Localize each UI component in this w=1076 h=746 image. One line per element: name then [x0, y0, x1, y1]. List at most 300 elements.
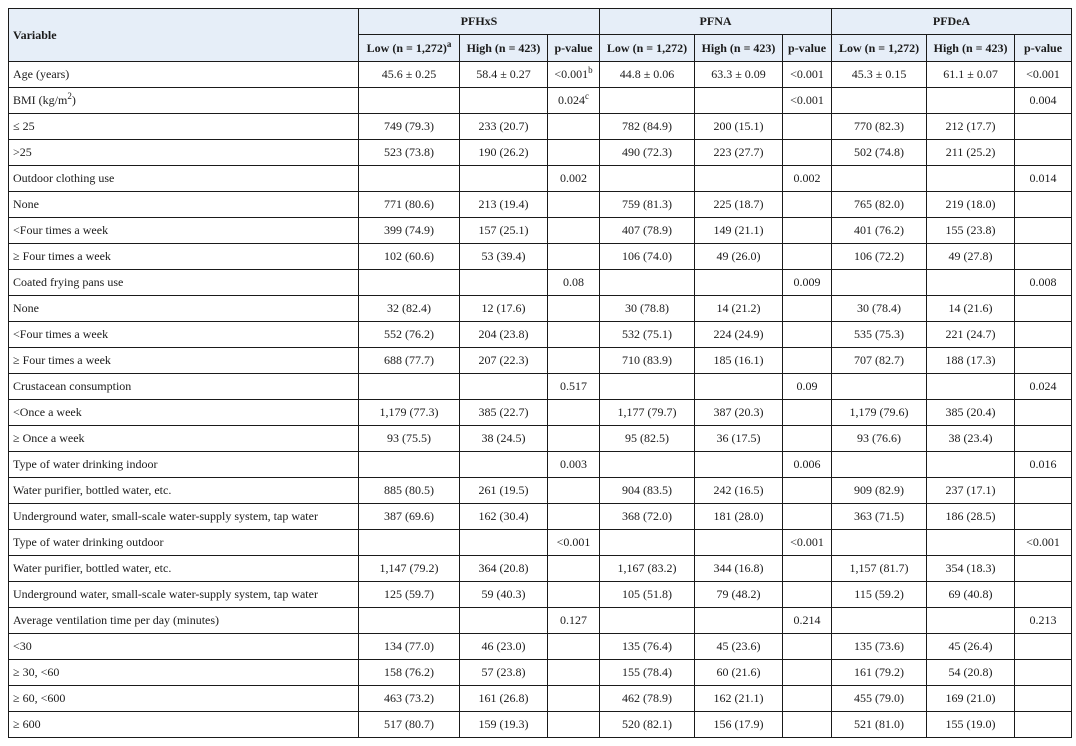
row-label-cell [9, 62, 359, 88]
pfna-high-cell [695, 478, 783, 504]
table-row [9, 556, 1072, 582]
pfhxs-low-cell [359, 712, 460, 738]
pfna-low-cell [600, 244, 695, 270]
pfhxs-p-cell [548, 140, 600, 166]
pfna-high-value: 63.3 ± 0.09 [711, 67, 766, 81]
pfdea-p-cell [1015, 452, 1072, 478]
pfna-high-cell [695, 348, 783, 374]
pfhxs-p-cell [548, 400, 600, 426]
pfna-low-value: 1,167 (83.2) [617, 561, 677, 575]
row-label-suffix: ) [71, 93, 76, 107]
pfhxs-p-cell [548, 582, 600, 608]
table-row [9, 140, 1072, 166]
pfhxs-low-cell [359, 166, 460, 192]
pfna-high-cell [695, 244, 783, 270]
pfdea-low-cell [832, 374, 927, 400]
pfdea-p-cell [1015, 400, 1072, 426]
pfna-high-value: 79 (48.2) [716, 587, 761, 601]
pfhxs-low-cell [359, 504, 460, 530]
pfhxs-high-value: 159 (19.3) [478, 717, 529, 731]
pfdea-low-value: 521 (81.0) [854, 717, 905, 731]
pfna-high-cell [695, 88, 783, 114]
pfna-p-cell [783, 140, 832, 166]
row-label-cell [9, 504, 359, 530]
row-label: Underground water, small-scale water-supply system, tap water [13, 587, 318, 601]
pfdea-low-cell [832, 400, 927, 426]
pfhxs-high-value: 59 (40.3) [481, 587, 526, 601]
pfdea-p-cell [1015, 530, 1072, 556]
pfna-p-cell [783, 530, 832, 556]
pfhxs-p-cell [548, 166, 600, 192]
pfhxs-high-cell [460, 218, 548, 244]
pfna-low-cell [600, 400, 695, 426]
pfdea-high-value: 155 (23.8) [945, 223, 996, 237]
table-row [9, 660, 1072, 686]
pfna-high-cell [695, 452, 783, 478]
pfdea-low-cell [832, 88, 927, 114]
pfdea-p-value: 0.024 [1029, 379, 1057, 393]
pfhxs-low-cell [359, 88, 460, 114]
pfhxs-high-value: 157 (25.1) [478, 223, 529, 237]
pfhxs-high-value: 53 (39.4) [481, 249, 526, 263]
pfdea-low-value: 106 (72.2) [854, 249, 905, 263]
pfna-p-value: 0.09 [796, 379, 818, 393]
pfna-low-cell [600, 712, 695, 738]
pfna-p-cell [783, 270, 832, 296]
pfhxs-p-cell [548, 374, 600, 400]
pfdea-p-cell [1015, 582, 1072, 608]
pfna-high-cell [695, 140, 783, 166]
pfhxs-p-value: 0.127 [560, 613, 587, 627]
row-label: Age (years) [13, 67, 70, 81]
pfdea-high-cell [927, 322, 1015, 348]
pfdea-low-cell [832, 660, 927, 686]
pfhxs-high-cell [460, 270, 548, 296]
pfhxs-high-cell [460, 660, 548, 686]
pfhxs-low-cell [359, 218, 460, 244]
pfna-low-cell [600, 608, 695, 634]
table-row [9, 348, 1072, 374]
pfdea-high-cell [927, 660, 1015, 686]
pfna-high-value: 185 (16.1) [713, 353, 764, 367]
table-row [9, 712, 1072, 738]
pfhxs-p-cell [548, 218, 600, 244]
header-group-row [9, 9, 1072, 35]
row-label-cell [9, 114, 359, 140]
pfna-low-cell [600, 218, 695, 244]
pfhxs-high-cell [460, 556, 548, 582]
row-label-cell [9, 296, 359, 322]
pfhxs-low-header [359, 35, 460, 62]
table-row [9, 374, 1072, 400]
pfna-p-cell [783, 374, 832, 400]
pfhxs-p-cell [548, 426, 600, 452]
pfdea-high-cell [927, 686, 1015, 712]
pfdea-high-value: 211 (25.2) [945, 145, 996, 159]
pfna-p-cell [783, 296, 832, 322]
pfhxs-low-value: 102 (60.6) [384, 249, 434, 263]
pfna-low-cell [600, 660, 695, 686]
pfdea-high-value: 237 (17.1) [945, 483, 996, 497]
pfhxs-low-cell [359, 686, 460, 712]
pfna-p-value: <0.001 [790, 535, 824, 549]
table-row [9, 322, 1072, 348]
pfdea-high-value: 385 (20.4) [945, 405, 996, 419]
pfdea-low-value: 135 (73.6) [854, 639, 905, 653]
pfdea-p-cell [1015, 608, 1072, 634]
pfhxs-p-cell [548, 114, 600, 140]
pfhxs-p-cell [548, 712, 600, 738]
pfhxs-low-cell [359, 634, 460, 660]
pfdea-p-cell [1015, 504, 1072, 530]
table-body [9, 62, 1072, 738]
row-label: Crustacean consumption [13, 379, 132, 393]
pfhxs-high-cell [460, 426, 548, 452]
pfdea-high-cell [927, 582, 1015, 608]
pfna-low-cell [600, 88, 695, 114]
pfhxs-high-cell [460, 348, 548, 374]
pfna-low-cell [600, 634, 695, 660]
pfdea-low-value: 455 (79.0) [854, 691, 905, 705]
pfna-high-cell [695, 634, 783, 660]
pfhxs-low-cell [359, 374, 460, 400]
pfhxs-low-cell [359, 244, 460, 270]
row-label-cell [9, 348, 359, 374]
pfhxs-low-value: 1,147 (79.2) [379, 561, 439, 575]
pfna-p-cell [783, 166, 832, 192]
pfdea-p-cell [1015, 140, 1072, 166]
pfdea-p-cell [1015, 556, 1072, 582]
pfdea-high-cell [927, 452, 1015, 478]
pfhxs-high-cell [460, 296, 548, 322]
pfna-low-cell [600, 166, 695, 192]
pfhxs-high-value: 364 (20.8) [478, 561, 529, 575]
pfhxs-high-value: 190 (26.2) [478, 145, 529, 159]
pfhxs-p-value: 0.08 [563, 275, 584, 289]
pfhxs-low-cell [359, 62, 460, 88]
table-row [9, 114, 1072, 140]
pfdea-high-cell [927, 400, 1015, 426]
pfdea-high-value: 54 (20.8) [948, 665, 993, 679]
pfdea-low-value: 161 (79.2) [854, 665, 905, 679]
row-label: None [13, 301, 39, 315]
pfdea-low-cell [832, 140, 927, 166]
pfdea-low-cell [832, 322, 927, 348]
pfhxs-low-value: 125 (59.7) [384, 587, 434, 601]
row-label: Type of water drinking outdoor [13, 535, 164, 549]
pfhxs-low-cell [359, 556, 460, 582]
pfhxs-high-cell [460, 608, 548, 634]
pfdea-p-value: 0.016 [1029, 457, 1057, 471]
pfhxs-low-value: 552 (76.2) [384, 327, 434, 341]
pfna-low-value: 1,177 (79.7) [617, 405, 677, 419]
pfdea-low-cell [832, 582, 927, 608]
pfna-low-value: 520 (82.1) [622, 717, 673, 731]
row-label-cell [9, 374, 359, 400]
pfna-p-cell [783, 478, 832, 504]
pfdea-high-value: 45 (26.4) [948, 639, 993, 653]
pfna-low-cell [600, 114, 695, 140]
pfhxs-low-cell [359, 348, 460, 374]
pfna-low-cell [600, 140, 695, 166]
row-label-cell [9, 192, 359, 218]
pfhxs-low-cell [359, 660, 460, 686]
pfhxs-low-cell [359, 608, 460, 634]
pfdea-high-header: High (n = 423) [927, 35, 1015, 62]
row-label: ≥ Four times a week [13, 353, 111, 367]
pfhxs-high-cell [460, 582, 548, 608]
pfhxs-high-cell [460, 114, 548, 140]
pfhxs-p-value: <0.001 [554, 67, 589, 81]
pfna-p-cell [783, 504, 832, 530]
row-label: <30 [13, 639, 32, 653]
pfdea-low-cell [832, 426, 927, 452]
pfdea-p-value: 0.008 [1029, 275, 1057, 289]
pfna-low-cell [600, 374, 695, 400]
row-label-cell [9, 88, 359, 114]
row-label-cell [9, 530, 359, 556]
pfdea-low-cell [832, 348, 927, 374]
pfhxs-low-cell [359, 582, 460, 608]
pfna-low-value: 532 (75.1) [622, 327, 673, 341]
table-row [9, 218, 1072, 244]
pfhxs-low-cell [359, 140, 460, 166]
pfna-p-value: <0.001 [790, 93, 824, 107]
pfhxs-low-cell [359, 114, 460, 140]
pfna-high-cell [695, 712, 783, 738]
pfna-low-cell [600, 686, 695, 712]
row-label: <Four times a week [13, 223, 109, 237]
pfhxs-high-cell [460, 686, 548, 712]
pfhxs-low-cell [359, 192, 460, 218]
pfhxs-low-value: 158 (76.2) [384, 665, 434, 679]
table-row [9, 634, 1072, 660]
pfna-low-cell [600, 270, 695, 296]
pfna-low-value: 462 (78.9) [622, 691, 673, 705]
pfhxs-p-cell [548, 660, 600, 686]
pfhxs-low-label: Low (n = 1,272) [366, 40, 447, 55]
pfhxs-high-value: 161 (26.8) [478, 691, 529, 705]
pfna-high-value: 36 (17.5) [716, 431, 761, 445]
pfdea-p-value: 0.014 [1029, 171, 1057, 185]
pfhxs-p-value: 0.002 [560, 171, 587, 185]
pfna-p-value: 0.009 [793, 275, 821, 289]
pfna-p-cell [783, 608, 832, 634]
pfhxs-p-cell [548, 62, 600, 88]
pfhxs-p-value: <0.001 [556, 535, 591, 549]
pfhxs-p-value: 0.003 [560, 457, 587, 471]
row-label: None [13, 197, 39, 211]
pfhxs-low-cell [359, 270, 460, 296]
row-label-cell [9, 426, 359, 452]
pfna-p-cell [783, 322, 832, 348]
table-row [9, 166, 1072, 192]
pfdea-high-value: 219 (18.0) [945, 197, 996, 211]
pfdea-high-cell [927, 608, 1015, 634]
pfdea-low-cell [832, 166, 927, 192]
pfdea-low-value: 30 (78.4) [857, 301, 902, 315]
table-row [9, 530, 1072, 556]
pfdea-low-cell [832, 530, 927, 556]
pfna-low-value: 782 (84.9) [622, 119, 673, 133]
pfdea-high-cell [927, 244, 1015, 270]
pfna-high-value: 181 (28.0) [713, 509, 764, 523]
pfdea-p-cell [1015, 62, 1072, 88]
pfhxs-high-value: 213 (19.4) [478, 197, 529, 211]
row-label-cell [9, 686, 359, 712]
row-label: ≥ Once a week [13, 431, 85, 445]
pfdea-p-header: p-value [1015, 35, 1072, 62]
row-label: Average ventilation time per day (minutes) [13, 613, 220, 627]
pfna-high-cell [695, 322, 783, 348]
pfdea-low-cell [832, 62, 927, 88]
pfhxs-p-cell [548, 478, 600, 504]
pfhxs-p-cell [548, 504, 600, 530]
pfhxs-p-cell [548, 608, 600, 634]
pfna-p-cell [783, 114, 832, 140]
pfhxs-high-value: 12 (17.6) [481, 301, 526, 315]
pfdea-high-cell [927, 114, 1015, 140]
table-row [9, 296, 1072, 322]
pfna-p-cell [783, 62, 832, 88]
pfna-p-cell [783, 660, 832, 686]
pfdea-low-value: 502 (74.8) [854, 145, 905, 159]
pfdea-p-cell [1015, 270, 1072, 296]
pfhxs-low-value: 885 (80.5) [384, 483, 434, 497]
pfhxs-high-cell [460, 166, 548, 192]
pfhxs-low-value: 1,179 (77.3) [379, 405, 439, 419]
pfhxs-p-cell [548, 322, 600, 348]
row-label-cell [9, 140, 359, 166]
group-header-pfna: PFNA [600, 9, 832, 35]
pfhxs-high-cell [460, 322, 548, 348]
pfhxs-high-cell [460, 478, 548, 504]
pfdea-high-cell [927, 88, 1015, 114]
table-row [9, 270, 1072, 296]
pfhxs-low-value: 771 (80.6) [384, 197, 434, 211]
pfdea-high-cell [927, 296, 1015, 322]
pfhxs-low-value: 463 (73.2) [384, 691, 434, 705]
pfna-high-cell [695, 166, 783, 192]
table-row [9, 244, 1072, 270]
pfdea-high-value: 212 (17.7) [945, 119, 996, 133]
row-label: ≥ 60, <600 [13, 691, 66, 705]
pfhxs-high-cell [460, 244, 548, 270]
pfhxs-p-value: 0.024 [558, 93, 585, 107]
pfhxs-high-value: 204 (23.8) [478, 327, 529, 341]
pfna-p-header: p-value [783, 35, 832, 62]
pfna-low-cell [600, 582, 695, 608]
pfhxs-high-cell [460, 140, 548, 166]
pfna-low-cell [600, 478, 695, 504]
pfna-high-cell [695, 400, 783, 426]
pfhxs-high-cell [460, 504, 548, 530]
pfdea-low-value: 1,157 (81.7) [849, 561, 909, 575]
pfna-low-cell [600, 426, 695, 452]
pfdea-low-cell [832, 192, 927, 218]
pfna-p-value: 0.002 [793, 171, 821, 185]
row-label: <Four times a week [13, 327, 109, 341]
pfdea-low-cell [832, 712, 927, 738]
table-row [9, 686, 1072, 712]
pfhxs-p-header: p-value [548, 35, 600, 62]
pfna-p-value: 0.214 [793, 613, 821, 627]
footnote-mark: c [585, 91, 589, 101]
footnote-mark: b [588, 65, 593, 75]
pfna-low-value: 490 (72.3) [622, 145, 673, 159]
pfdea-high-cell [927, 166, 1015, 192]
pfna-p-cell [783, 426, 832, 452]
pfdea-low-value: 770 (82.3) [854, 119, 905, 133]
pfdea-low-cell [832, 296, 927, 322]
row-label-superscript: 2 [67, 91, 72, 101]
pfhxs-high-value: 385 (22.7) [478, 405, 529, 419]
pfhxs-low-cell [359, 478, 460, 504]
table-row [9, 192, 1072, 218]
pfhxs-low-value: 45.6 ± 0.25 [381, 67, 437, 81]
pfna-low-value: 95 (82.5) [625, 431, 670, 445]
row-label-cell [9, 400, 359, 426]
pfdea-low-cell [832, 270, 927, 296]
row-label-cell [9, 712, 359, 738]
pfhxs-p-cell [548, 530, 600, 556]
pfhxs-high-cell [460, 192, 548, 218]
pfhxs-low-cell [359, 322, 460, 348]
row-label-cell [9, 166, 359, 192]
pfdea-low-cell [832, 478, 927, 504]
pfhxs-p-cell [548, 296, 600, 322]
pfna-low-value: 904 (83.5) [622, 483, 673, 497]
pfdea-low-value: 115 (59.2) [854, 587, 904, 601]
pfdea-p-cell [1015, 478, 1072, 504]
pfhxs-high-value: 58.4 ± 0.27 [476, 67, 531, 81]
pfhxs-low-cell [359, 426, 460, 452]
pfna-high-value: 387 (20.3) [713, 405, 764, 419]
row-label-cell [9, 218, 359, 244]
pfhxs-p-cell [548, 556, 600, 582]
pfdea-high-cell [927, 478, 1015, 504]
pfna-high-cell [695, 62, 783, 88]
pfna-high-cell [695, 608, 783, 634]
pfna-p-cell [783, 556, 832, 582]
row-label-cell [9, 452, 359, 478]
pfdea-low-header: Low (n = 1,272) [832, 35, 927, 62]
pfhxs-p-cell [548, 192, 600, 218]
pfdea-p-cell [1015, 660, 1072, 686]
pfhxs-high-value: 38 (24.5) [481, 431, 526, 445]
pfhxs-high-value: 57 (23.8) [481, 665, 526, 679]
pfdea-p-cell [1015, 244, 1072, 270]
pfna-high-cell [695, 296, 783, 322]
pfdea-low-value: 765 (82.0) [854, 197, 905, 211]
pfna-low-cell [600, 322, 695, 348]
pfna-low-value: 106 (74.0) [622, 249, 673, 263]
pfna-high-value: 156 (17.9) [713, 717, 764, 731]
table-header [9, 9, 1072, 62]
row-label: ≥ Four times a week [13, 249, 111, 263]
row-label-cell [9, 582, 359, 608]
pfdea-high-cell [927, 348, 1015, 374]
pfna-low-value: 155 (78.4) [622, 665, 673, 679]
pfdea-low-value: 363 (71.5) [854, 509, 905, 523]
pfna-p-cell [783, 582, 832, 608]
pfna-low-header: Low (n = 1,272) [600, 35, 695, 62]
table-row [9, 478, 1072, 504]
row-label-cell [9, 244, 359, 270]
row-label: Water purifier, bottled water, etc. [13, 561, 172, 575]
pfna-high-value: 200 (15.1) [713, 119, 764, 133]
pfhxs-p-cell [548, 88, 600, 114]
